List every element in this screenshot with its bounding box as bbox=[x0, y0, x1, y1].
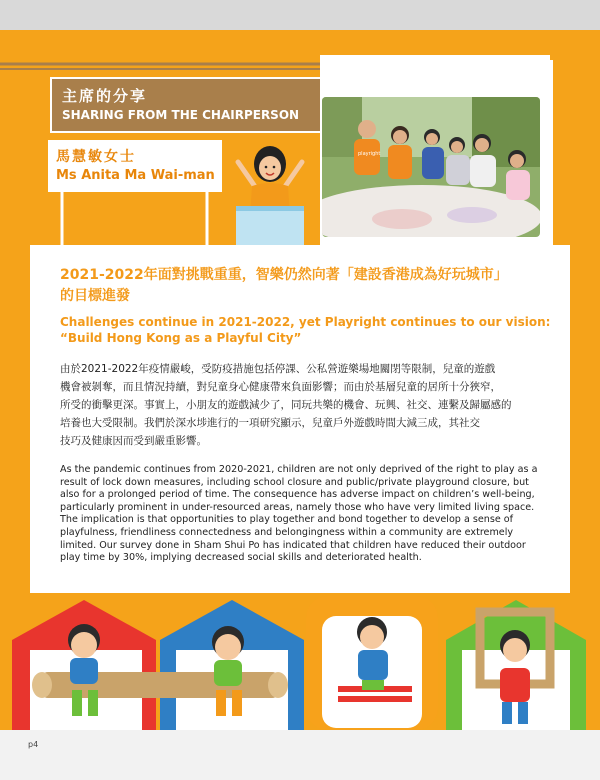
children-playing-illustration bbox=[0, 590, 600, 780]
body-zh-line: 機會被剝奪，而且情況持續，對兒童身心健康帶來負面影響；而由於基層兒童的居所十分狹窄， bbox=[60, 381, 501, 393]
body-en-line: play time by 30%, implying decreased social skills and deteriorated health. bbox=[60, 552, 422, 564]
body-en-line: particularly prominent in under-resourced areas, namely those who have very limited living space. bbox=[60, 501, 535, 513]
heading-en-line1: Challenges continue in 2021-2022, yet Playright continues to our vision: bbox=[60, 315, 551, 329]
body-en-line: The implication is that opportunities to play together and bond together to develop a sense of bbox=[60, 514, 514, 526]
chairperson-activity-photo bbox=[322, 97, 540, 237]
body-en-line: also for a prolonged period of time. The consequence has adverse impact on children’s well-being, bbox=[60, 489, 535, 501]
section-title-zh: 主席的分享 bbox=[62, 87, 148, 105]
body-text-en bbox=[60, 464, 552, 565]
heading-zh-line1: 2021-2022年面對挑戰重重，智樂仍然向著「建設香港成為好玩城市」 bbox=[60, 267, 508, 283]
body-zh-line: 所受的衝擊更深。事實上，小朋友的遊戲減少了，同玩共樂的機會、玩興、社交、連繫及歸屬感的 bbox=[60, 399, 512, 411]
section-title-en: SHARING FROM THE CHAIRPERSON bbox=[62, 108, 300, 122]
page-number: p4 bbox=[28, 740, 39, 749]
section-title-box bbox=[50, 77, 322, 133]
body-en-line: As the pandemic continues from 2020-2021, children are not only deprived of the right to play as a bbox=[60, 464, 538, 475]
heading-en bbox=[60, 314, 560, 346]
body-en-line: playfulness, friendliness connectedness and belongingness within a community are extremely bbox=[60, 526, 514, 538]
chairperson-name-zh: 馬慧敏女士 bbox=[56, 149, 136, 165]
body-zh-line: 由於2021-2022年疫情嚴峻，受防疫措施包括停課、公私營遊樂場地關閉等限制，兒童的遊戲 bbox=[60, 363, 496, 375]
body-en-line: limited. Our survey done in Sham Shui Po has indicated that children have reduced their outdoor bbox=[60, 539, 526, 551]
heading-zh-line2: 的目標進發 bbox=[60, 288, 130, 304]
top-margin-strip bbox=[0, 0, 600, 30]
shirt-logo-text: playright bbox=[358, 151, 381, 157]
heading-zh bbox=[60, 265, 560, 307]
body-en-line: result of lock down measures, including school closure and public/private playground closure, but bbox=[60, 476, 529, 488]
body-text-zh bbox=[60, 360, 552, 450]
chairperson-cartoon-illustration bbox=[228, 140, 312, 248]
body-zh-line: 培養也大受限制。我們於深水埗進行的一項研究顯示，兒童戶外遊戲時間大減三成，其社交 bbox=[60, 417, 480, 429]
chairperson-name-en: Ms Anita Ma Wai-man bbox=[56, 168, 215, 183]
heading-en-line2: “Build Hong Kong as a Playful City” bbox=[60, 331, 302, 345]
chairperson-name-box bbox=[48, 140, 222, 192]
body-zh-line: 技巧及健康因而受到嚴重影響。 bbox=[60, 435, 207, 447]
